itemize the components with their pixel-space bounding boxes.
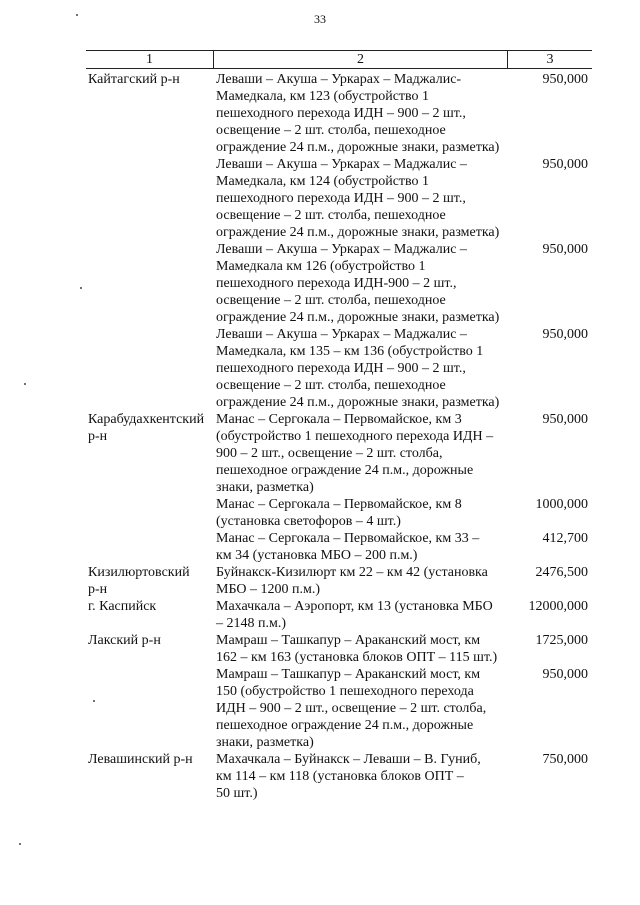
page-number: 33 [314, 12, 326, 26]
description-cell: Манас – Сергокала – Первомайское, км 33 – км 34 (установка МБО – 200 п.м.) [216, 531, 480, 563]
data-table [86, 50, 592, 802]
description-cell: Манас – Сергокала – Первомайское, км 3 (обустройство 1 пешеходного перехода ИДН – 900 – 2 шт., освещение – 2 шт. столба, пешеходное ограждение 24 п.м., дорожные знаки, разметка) [216, 412, 494, 495]
table-row [86, 666, 592, 751]
header-col-1: 1 [86, 51, 214, 68]
amount-cell: 1000,000 [535, 497, 588, 512]
amount-cell: 950,000 [542, 157, 588, 172]
scan-speck [80, 287, 82, 289]
description-cell: Махачкала – Аэропорт, км 13 (установка МБО – 2148 п.м.) [216, 599, 493, 631]
amount-cell: 1725,000 [535, 633, 588, 648]
region-cell: Лакский р-н [88, 633, 161, 648]
table-row [86, 156, 592, 241]
description-cell: Мамраш – Ташкапур – Араканский мост, км 162 – км 163 (установка блоков ОПТ – 115 шт.) [216, 633, 498, 665]
region-cell: Левашинский р-н [88, 752, 193, 767]
description-cell: Манас – Сергокала – Первомайское, км 8 (установка светофоров – 4 шт.) [216, 497, 462, 529]
table-row [86, 326, 592, 411]
amount-cell: 412,700 [542, 531, 588, 546]
region-cell: Кайтагский р-н [88, 72, 180, 87]
description-cell: Леваши – Акуша – Уркарах – Маджалис – Мамедкала км 126 (обустройство 1 пешеходного перехода ИДН-900 – 2 шт., освещение – 2 шт. столба, пешеходное ограждение 24 п.м., дорожные знаки, разметка) [216, 242, 500, 325]
amount-cell: 750,000 [542, 752, 588, 767]
table-row [86, 496, 592, 530]
header-col-3: 3 [546, 52, 554, 67]
scan-speck [19, 843, 21, 845]
description-cell: Леваши – Акуша – Уркарах – Маджалис- Мамедкала, км 123 (обустройство 1 пешеходного перехода ИДН – 900 – 2 шт., освещение – 2 шт. столба, пешеходное ограждение 24 п.м., дорожные знаки, разметка) [216, 72, 500, 155]
description-cell: Леваши – Акуша – Уркарах – Маджалис – Мамедкала, км 135 – км 136 (обустройство 1 пешеходного перехода ИДН – 900 – 2 шт., освещение – 2 шт. столба, пешеходное ограждение 24 п.м., дорожные знаки, разметка) [216, 327, 500, 410]
table-row [86, 411, 592, 496]
table-row [86, 71, 592, 156]
table-row [86, 632, 592, 666]
table-row [86, 751, 592, 802]
amount-cell: 950,000 [542, 327, 588, 342]
amount-cell: 950,000 [542, 72, 588, 87]
amount-cell: 950,000 [542, 412, 588, 427]
table-header [86, 50, 592, 69]
table-row [86, 530, 592, 564]
region-cell: Карабудахкентский р-н [88, 412, 205, 444]
header-col-2: 2 [214, 51, 508, 68]
table-body [86, 69, 592, 802]
table-row [86, 564, 592, 598]
scan-speck [24, 383, 26, 385]
description-cell: Мамраш – Ташкапур – Араканский мост, км 150 (обустройство 1 пешеходного перехода ИДН – 900 – 2 шт., освещение – 2 шт. столба, пешеходное ограждение 24 п.м., дорожные знаки, разметка) [216, 667, 487, 750]
table-row [86, 598, 592, 632]
table-row [86, 241, 592, 326]
description-cell: Буйнакск-Кизилюрт км 22 – км 42 (установка МБО – 1200 п.м.) [216, 565, 488, 597]
region-cell: Кизилюртовский р-н [88, 565, 190, 597]
description-cell: Леваши – Акуша – Уркарах – Маджалис – Мамедкала, км 124 (обустройство 1 пешеходного перехода ИДН – 900 – 2 шт., освещение – 2 шт. столба, пешеходное ограждение 24 п.м., дорожные знаки, разметка) [216, 157, 500, 240]
description-cell: Махачкала – Буйнакск – Леваши – В. Гуниб, км 114 – км 118 (установка блоков ОПТ – 50 шт.) [216, 752, 481, 801]
amount-cell: 12000,000 [528, 599, 588, 614]
amount-cell: 950,000 [542, 242, 588, 257]
amount-cell: 950,000 [542, 667, 588, 682]
amount-cell: 2476,500 [535, 565, 588, 580]
region-cell: г. Каспийск [88, 599, 157, 614]
